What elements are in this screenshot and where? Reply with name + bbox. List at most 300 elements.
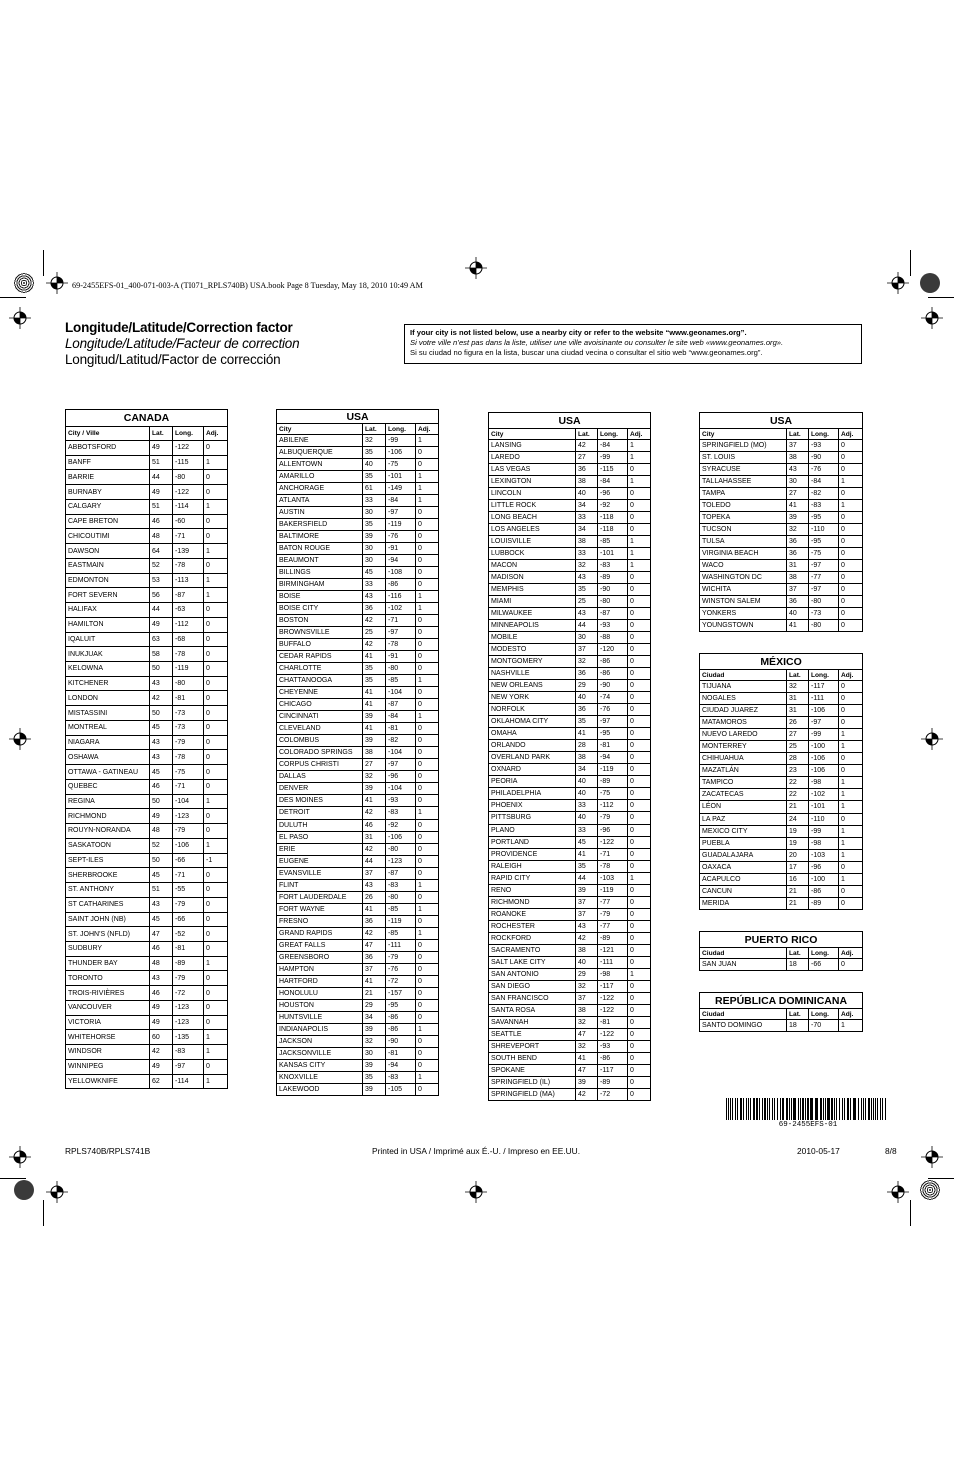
barcode-bar xyxy=(798,1098,799,1120)
city-cell: YELLOWKNIFE xyxy=(66,1074,150,1089)
table-row xyxy=(66,514,228,529)
adj-cell: 1 xyxy=(204,544,228,559)
lat-cell: 49 xyxy=(150,485,173,500)
crop-mark xyxy=(43,250,44,276)
adj-cell: 1 xyxy=(839,837,863,849)
barcode-bar xyxy=(863,1098,864,1120)
adj-cell: 0 xyxy=(628,860,651,872)
adj-cell: 1 xyxy=(416,711,439,723)
long-cell: -149 xyxy=(386,483,416,495)
city-cell: TAMPA xyxy=(700,488,787,500)
table-row xyxy=(277,1011,439,1023)
lat-cell: 52 xyxy=(150,838,173,853)
table-row xyxy=(277,483,439,495)
lat-cell: 50 xyxy=(150,794,173,809)
city-cell: BILLINGS xyxy=(277,567,363,579)
adj-cell: 0 xyxy=(839,596,863,608)
adj-cell: 0 xyxy=(839,813,863,825)
table-row xyxy=(277,615,439,627)
adj-cell: 0 xyxy=(839,959,863,971)
adj-cell: 1 xyxy=(628,968,651,980)
adj-cell: 0 xyxy=(204,883,228,898)
long-cell: -77 xyxy=(598,920,628,932)
city-cell: LITTLE ROCK xyxy=(489,500,576,512)
table-row xyxy=(66,470,228,485)
lat-cell: 43 xyxy=(576,920,598,932)
table-row xyxy=(277,699,439,711)
adj-cell: 0 xyxy=(416,1011,439,1023)
adj-cell: 0 xyxy=(204,706,228,721)
adj-cell: 1 xyxy=(416,435,439,447)
lat-cell: 53 xyxy=(150,573,173,588)
barcode-bar xyxy=(880,1098,881,1120)
table-row xyxy=(66,529,228,544)
adj-cell: 0 xyxy=(628,464,651,476)
table-row xyxy=(277,903,439,915)
table-row xyxy=(277,519,439,531)
table-row xyxy=(489,884,651,896)
adj-cell: 0 xyxy=(416,639,439,651)
lat-cell: 44 xyxy=(576,872,598,884)
lat-cell: 49 xyxy=(150,617,173,632)
lat-cell: 29 xyxy=(576,680,598,692)
table-row xyxy=(277,663,439,675)
lat-cell: 41 xyxy=(363,651,386,663)
long-cell: -68 xyxy=(173,632,204,647)
long-cell: -73 xyxy=(173,706,204,721)
lat-cell: 45 xyxy=(576,836,598,848)
long-cell: -80 xyxy=(809,620,839,632)
adj-cell: 0 xyxy=(628,1040,651,1052)
adj-cell: 0 xyxy=(416,747,439,759)
adj-cell: 0 xyxy=(628,1016,651,1028)
table-row xyxy=(489,872,651,884)
long-cell: -66 xyxy=(809,959,839,971)
adj-cell: 0 xyxy=(628,920,651,932)
lat-cell: 38 xyxy=(576,944,598,956)
lat-cell: 36 xyxy=(576,668,598,680)
long-cell: -94 xyxy=(386,1059,416,1071)
adj-cell: 1 xyxy=(204,499,228,514)
lat-cell: 18 xyxy=(787,1020,809,1032)
table-row xyxy=(277,1083,439,1095)
long-cell: -84 xyxy=(386,495,416,507)
long-cell: -122 xyxy=(598,1004,628,1016)
table-row xyxy=(277,531,439,543)
table-row xyxy=(489,752,651,764)
table-row xyxy=(66,617,228,632)
lat-cell: 22 xyxy=(787,789,809,801)
adj-cell: 0 xyxy=(416,843,439,855)
lat-cell: 43 xyxy=(150,971,173,986)
title-block xyxy=(65,320,299,367)
table-row xyxy=(489,824,651,836)
adj-cell: 0 xyxy=(839,464,863,476)
table-title: REPÚBLICA DOMINICANA xyxy=(700,993,863,1009)
city-cell: MERIDA xyxy=(700,897,787,909)
long-cell: -97 xyxy=(809,584,839,596)
long-cell: -99 xyxy=(809,729,839,741)
table-row xyxy=(700,524,863,536)
long-cell: -83 xyxy=(386,879,416,891)
long-cell: -86 xyxy=(598,1052,628,1064)
table-row xyxy=(277,723,439,735)
city-cell: LANSING xyxy=(489,440,576,452)
long-cell: -72 xyxy=(386,975,416,987)
column-header: Long. xyxy=(386,424,416,435)
table-row xyxy=(700,440,863,452)
long-cell: -78 xyxy=(386,639,416,651)
column-header: Ciudad xyxy=(700,1009,787,1020)
adj-cell: 1 xyxy=(628,476,651,488)
table-row xyxy=(66,868,228,883)
table-row xyxy=(66,720,228,735)
registration-mark-icon xyxy=(46,1181,68,1203)
adj-cell: 0 xyxy=(839,548,863,560)
long-cell: -82 xyxy=(809,488,839,500)
city-cell: DULUTH xyxy=(277,819,363,831)
city-cell: HAMPTON xyxy=(277,963,363,975)
city-cell: WHITEHORSE xyxy=(66,1030,150,1045)
adj-cell: 0 xyxy=(628,716,651,728)
table-header-row xyxy=(700,429,863,440)
adj-cell: 0 xyxy=(628,908,651,920)
adj-cell: 1 xyxy=(416,471,439,483)
lat-cell: 28 xyxy=(576,740,598,752)
barcode-bar xyxy=(756,1098,758,1120)
long-cell: -83 xyxy=(386,1071,416,1083)
registration-mark-icon xyxy=(921,307,943,329)
registration-mark-icon xyxy=(465,257,487,279)
lat-cell: 46 xyxy=(363,819,386,831)
table-row xyxy=(700,548,863,560)
long-cell: -121 xyxy=(598,944,628,956)
lat-cell: 35 xyxy=(576,860,598,872)
lat-cell: 38 xyxy=(787,572,809,584)
barcode-bar xyxy=(730,1098,731,1120)
long-cell: -117 xyxy=(598,980,628,992)
long-cell: -123 xyxy=(173,1015,204,1030)
city-cell: TORONTO xyxy=(66,971,150,986)
adj-cell: 0 xyxy=(204,868,228,883)
adj-cell: 0 xyxy=(628,668,651,680)
lat-cell: 52 xyxy=(150,558,173,573)
long-cell: -98 xyxy=(809,777,839,789)
long-cell: -71 xyxy=(598,848,628,860)
color-dot-icon xyxy=(920,273,940,293)
lat-cell: 36 xyxy=(576,704,598,716)
table-row xyxy=(277,807,439,819)
lat-cell: 41 xyxy=(363,699,386,711)
adj-cell: 1 xyxy=(204,573,228,588)
table-row xyxy=(700,777,863,789)
adj-cell: 0 xyxy=(839,560,863,572)
table-row xyxy=(277,987,439,999)
barcode-bar xyxy=(873,1098,874,1120)
table-row xyxy=(700,608,863,620)
adj-cell: 0 xyxy=(628,692,651,704)
city-cell: YONKERS xyxy=(700,608,787,620)
long-cell: -97 xyxy=(809,717,839,729)
column-header: City / Ville xyxy=(66,427,150,441)
barcode-bar xyxy=(885,1098,886,1120)
long-cell: -78 xyxy=(598,860,628,872)
adj-cell: 0 xyxy=(204,779,228,794)
adj-cell: 1 xyxy=(839,500,863,512)
long-cell: -113 xyxy=(173,573,204,588)
adj-cell: 0 xyxy=(416,615,439,627)
table-row xyxy=(700,536,863,548)
adj-cell: 1 xyxy=(204,1074,228,1089)
table-row xyxy=(277,771,439,783)
long-cell: -75 xyxy=(386,459,416,471)
lat-cell: 32 xyxy=(363,771,386,783)
long-cell: -87 xyxy=(173,588,204,603)
lat-cell: 21 xyxy=(363,987,386,999)
city-cell: ACAPULCO xyxy=(700,873,787,885)
page-title-fr: Longitude/Latitude/Facteur de correction xyxy=(65,336,300,351)
city-cell: SHERBROOKE xyxy=(66,868,150,883)
long-cell: -97 xyxy=(386,759,416,771)
long-cell: -80 xyxy=(173,676,204,691)
table-row xyxy=(66,735,228,750)
lat-cell: 35 xyxy=(363,663,386,675)
barcode-bar xyxy=(805,1098,806,1120)
barcode-bar xyxy=(820,1098,822,1120)
lat-cell: 18 xyxy=(787,959,809,971)
crop-mark xyxy=(0,1178,26,1179)
table-row xyxy=(66,706,228,721)
table-row xyxy=(489,716,651,728)
long-cell: -112 xyxy=(173,617,204,632)
barcode-bar xyxy=(853,1098,856,1120)
city-cell: WASHINGTON DC xyxy=(700,572,787,584)
table-row xyxy=(700,596,863,608)
adj-cell: 1 xyxy=(416,483,439,495)
city-cell: EASTMAIN xyxy=(66,558,150,573)
lat-cell: 32 xyxy=(576,560,598,572)
lat-cell: 42 xyxy=(363,639,386,651)
long-cell: -91 xyxy=(386,543,416,555)
long-cell: -106 xyxy=(809,705,839,717)
adj-cell: 0 xyxy=(204,529,228,544)
lat-cell: 34 xyxy=(576,500,598,512)
barcode-bar xyxy=(772,1098,773,1120)
table-row xyxy=(489,608,651,620)
long-cell: -119 xyxy=(173,662,204,677)
table-row xyxy=(66,824,228,839)
crop-mark xyxy=(928,297,954,298)
table-row xyxy=(489,596,651,608)
city-cell: TIJUANA xyxy=(700,681,787,693)
table-row xyxy=(277,867,439,879)
lat-cell: 33 xyxy=(363,495,386,507)
table-row xyxy=(66,941,228,956)
table-row xyxy=(700,741,863,753)
lat-cell: 29 xyxy=(576,968,598,980)
table-row xyxy=(489,668,651,680)
long-cell: -114 xyxy=(173,1074,204,1089)
table-row xyxy=(277,555,439,567)
lat-cell: 21 xyxy=(787,885,809,897)
table-row xyxy=(66,1000,228,1015)
city-cell: FORT LAUDERDALE xyxy=(277,891,363,903)
city-cell: TAMPICO xyxy=(700,777,787,789)
city-cell: MOBILE xyxy=(489,632,576,644)
table-row xyxy=(489,728,651,740)
city-cell: LONG BEACH xyxy=(489,512,576,524)
long-cell: -79 xyxy=(173,897,204,912)
table-row xyxy=(277,975,439,987)
table-row xyxy=(700,765,863,777)
adj-cell: 0 xyxy=(204,765,228,780)
barcode-bar xyxy=(759,1098,760,1120)
city-cell: EL PASO xyxy=(277,831,363,843)
adj-cell: 0 xyxy=(204,1059,228,1074)
table-row xyxy=(66,794,228,809)
long-cell: -122 xyxy=(173,485,204,500)
city-cell: GREAT FALLS xyxy=(277,939,363,951)
city-cell: REGINA xyxy=(66,794,150,809)
city-cell: DES MOINES xyxy=(277,795,363,807)
long-cell: -96 xyxy=(809,861,839,873)
barcode-label: 69-2455EFS-01 xyxy=(778,1121,838,1129)
adj-cell: 1 xyxy=(416,495,439,507)
column-header: Lat. xyxy=(787,429,809,440)
lat-cell: 38 xyxy=(787,452,809,464)
city-cell: MILWAUKEE xyxy=(489,608,576,620)
table-row xyxy=(66,441,228,456)
adj-cell: 0 xyxy=(416,867,439,879)
adj-cell: 1 xyxy=(628,452,651,464)
city-cell: WINNIPEG xyxy=(66,1059,150,1074)
city-cell: INDIANAPOLIS xyxy=(277,1023,363,1035)
note-fr: Si votre ville n’est pas dans la liste, utiliser une ville avoisinante ou consulter le site web «www.geonames.org». xyxy=(410,338,784,347)
lat-cell: 60 xyxy=(150,1030,173,1045)
city-cell: LONDON xyxy=(66,691,150,706)
table-row xyxy=(66,676,228,691)
city-cell: SAN DIEGO xyxy=(489,980,576,992)
lat-cell: 40 xyxy=(787,608,809,620)
column-header: City xyxy=(489,429,576,440)
lat-cell: 25 xyxy=(363,627,386,639)
lat-cell: 46 xyxy=(150,986,173,1001)
lat-cell: 44 xyxy=(150,603,173,618)
adj-cell: 0 xyxy=(628,824,651,836)
city-cell: CEDAR RAPIDS xyxy=(277,651,363,663)
long-cell: -105 xyxy=(386,1083,416,1095)
table-row xyxy=(489,488,651,500)
adj-cell: 0 xyxy=(416,951,439,963)
lat-cell: 37 xyxy=(787,440,809,452)
lat-cell: 41 xyxy=(787,500,809,512)
table-header-row xyxy=(700,948,863,959)
table-row xyxy=(277,1023,439,1035)
lat-cell: 40 xyxy=(576,488,598,500)
city-cell: GUADALAJARA xyxy=(700,849,787,861)
lat-cell: 39 xyxy=(363,1059,386,1071)
long-cell: -96 xyxy=(386,771,416,783)
long-cell: -90 xyxy=(598,584,628,596)
adj-cell: 0 xyxy=(204,1000,228,1015)
table-row xyxy=(277,831,439,843)
barcode-bar xyxy=(844,1098,845,1120)
table-row xyxy=(700,464,863,476)
long-cell: -78 xyxy=(173,558,204,573)
long-cell: -93 xyxy=(598,1040,628,1052)
table-row xyxy=(700,584,863,596)
registration-mark-icon xyxy=(9,307,31,329)
city-cell: PLANO xyxy=(489,824,576,836)
barcode-bar xyxy=(782,1098,784,1120)
adj-cell: 1 xyxy=(416,603,439,615)
city-cell: NASHVILLE xyxy=(489,668,576,680)
barcode-bar xyxy=(827,1098,830,1120)
column-header: City xyxy=(700,429,787,440)
city-cell: BEAUMONT xyxy=(277,555,363,567)
long-cell: -122 xyxy=(598,1028,628,1040)
long-cell: -79 xyxy=(598,812,628,824)
city-cell: HARTFORD xyxy=(277,975,363,987)
city-cell: CHIHUAHUA xyxy=(700,753,787,765)
table-row xyxy=(66,588,228,603)
long-cell: -157 xyxy=(386,987,416,999)
adj-cell: 0 xyxy=(839,536,863,548)
city-cell: RICHMOND xyxy=(489,896,576,908)
city-cell: LEXINGTON xyxy=(489,476,576,488)
lat-cell: 35 xyxy=(363,675,386,687)
table-row xyxy=(700,476,863,488)
adj-cell: 1 xyxy=(839,476,863,488)
adj-cell: 0 xyxy=(416,999,439,1011)
table-row xyxy=(489,632,651,644)
table-row xyxy=(277,747,439,759)
adj-cell: 0 xyxy=(628,512,651,524)
column-header: Lat. xyxy=(150,427,173,441)
column-header: Ciudad xyxy=(700,670,787,681)
adj-cell: 0 xyxy=(839,620,863,632)
adj-cell: 0 xyxy=(628,1064,651,1076)
adj-cell: 1 xyxy=(416,1023,439,1035)
barcode-bar xyxy=(767,1098,768,1120)
barcode-bar xyxy=(871,1098,872,1120)
barcode-bar xyxy=(882,1098,883,1120)
adj-cell: 0 xyxy=(204,1015,228,1030)
column-header: Lat. xyxy=(787,1009,809,1020)
adj-cell: 0 xyxy=(416,855,439,867)
city-cell: ALLENTOWN xyxy=(277,459,363,471)
barcode-bar xyxy=(810,1098,813,1120)
city-cell: TOPEKA xyxy=(700,512,787,524)
lat-cell: 42 xyxy=(576,932,598,944)
adj-cell: 0 xyxy=(628,740,651,752)
registration-mark-icon xyxy=(46,272,68,294)
long-cell: -71 xyxy=(173,779,204,794)
crop-mark xyxy=(910,250,911,276)
table-row xyxy=(66,779,228,794)
city-cell: RAPID CITY xyxy=(489,872,576,884)
lat-cell: 36 xyxy=(787,548,809,560)
table-row xyxy=(489,656,651,668)
long-cell: -119 xyxy=(598,764,628,776)
table-row xyxy=(700,789,863,801)
city-cell: OVERLAND PARK xyxy=(489,752,576,764)
adj-cell: 0 xyxy=(839,584,863,596)
city-cell: OSHAWA xyxy=(66,750,150,765)
city-cell: MONTREAL xyxy=(66,720,150,735)
lat-cell: 41 xyxy=(363,795,386,807)
city-cell: WINDSOR xyxy=(66,1045,150,1060)
